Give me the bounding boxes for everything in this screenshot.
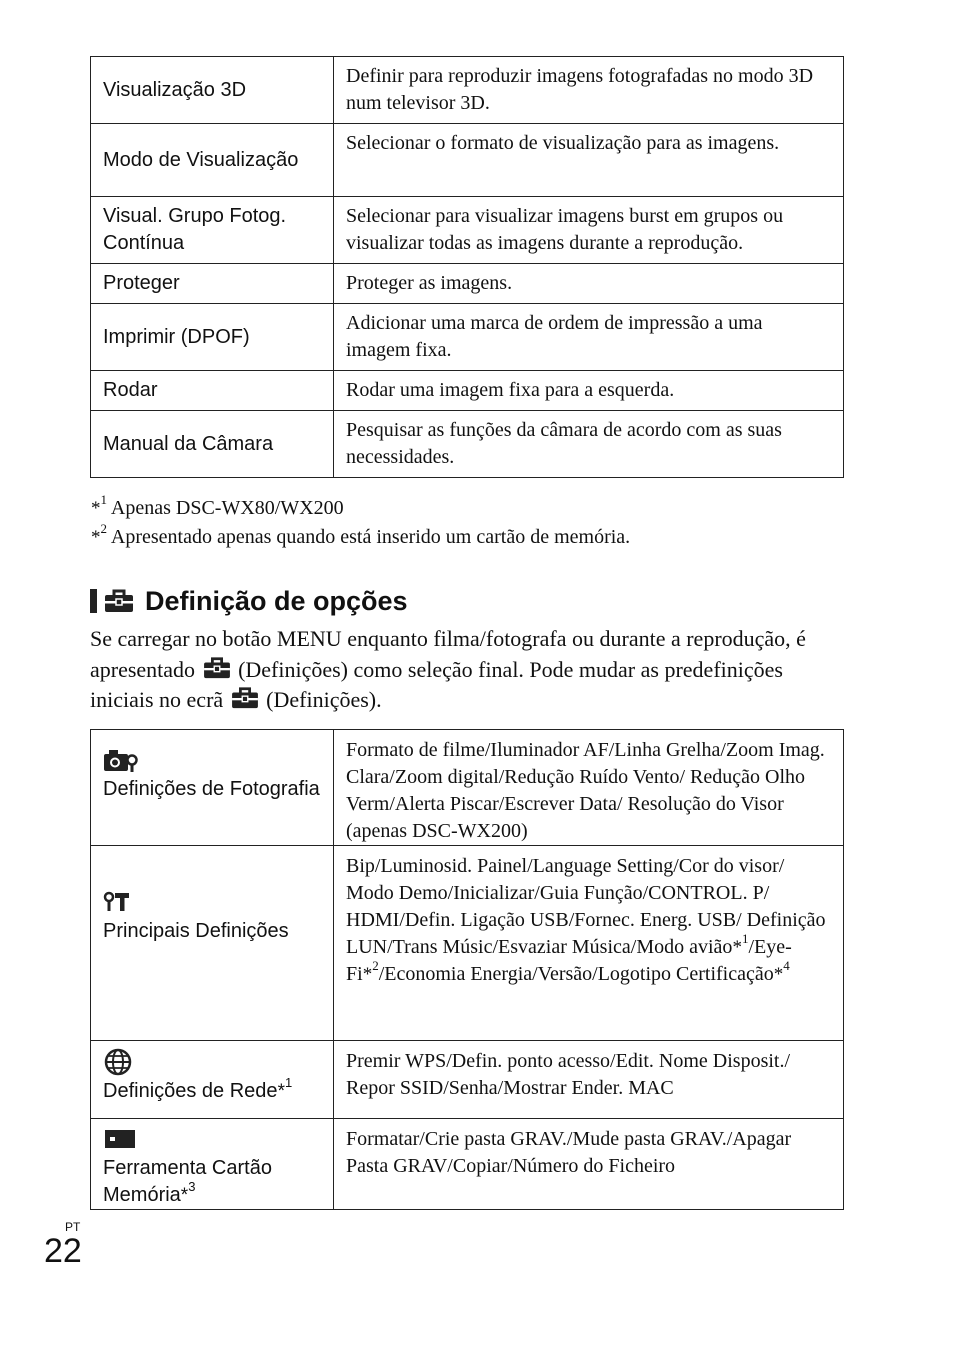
toolbox-icon: [201, 656, 233, 680]
table-row: [91, 57, 844, 124]
row-description: Selecionar para visualizar imagens burst em grupos ou visualizar todas as imagens durante a reprodução.: [334, 197, 844, 264]
footnote-mark: 1: [100, 492, 107, 508]
intro-paragraph: [90, 624, 850, 716]
table-row: [91, 371, 844, 411]
row-description: Proteger as imagens.: [334, 264, 844, 304]
footnote-text: Apresentado apenas quando está inserido um cartão de memória.: [110, 526, 631, 548]
row-label: Visual. Grupo Fotog. Contínua: [91, 197, 334, 264]
row-description: Adicionar uma marca de ordem de impressão a uma imagem fixa.: [334, 304, 844, 371]
page-number: 22: [44, 1232, 82, 1270]
footnote-text: Apenas DSC-WX80/WX200: [110, 497, 344, 519]
row-label-cell: Ferramenta Cartão Memória*$^3$: [91, 1119, 334, 1210]
table-row: [91, 1041, 844, 1119]
row-description: Definir para reproduzir imagens fotografadas no modo 3D num televisor 3D.: [334, 57, 844, 124]
row-label-cell: Definições de Rede*$^1$: [91, 1041, 334, 1119]
row-label-cell: [91, 846, 334, 1041]
globe-icon: [103, 1048, 321, 1076]
intro-text: (Definições).: [266, 687, 382, 712]
row-description: Rodar uma imagem fixa para a esquerda.: [334, 371, 844, 411]
row-label: Definições de Rede: [103, 1080, 278, 1102]
description-text: /Eye-Fi: [346, 936, 792, 985]
table-row: [91, 264, 844, 304]
table-row: [91, 197, 844, 264]
footnote-ref: 4: [783, 958, 790, 974]
row-description: Premir WPS/Defin. ponto acesso/Edit. Nome Disposit./ Repor SSID/Senha/Mostrar Ender. MAC: [334, 1041, 844, 1119]
row-label: Principais Definições: [103, 920, 289, 942]
table-row: [91, 730, 844, 846]
row-label: Definições de Fotografia: [103, 778, 320, 800]
footnotes: [91, 494, 630, 552]
description-text: /Economia Energia/Versão/Logotipo Certificação: [378, 963, 774, 985]
main-settings-icon: [103, 890, 321, 916]
row-description: Formatar/Crie pasta GRAV./Mude pasta GRAV./Apagar Pasta GRAV/Copiar/Número do Ficheiro: [334, 1119, 844, 1210]
section-heading: [90, 583, 408, 619]
row-description: Selecionar o formato de visualização para as imagens.: [334, 124, 844, 197]
row-label: Imprimir (DPOF): [91, 304, 334, 371]
heading-bar: [90, 589, 97, 613]
camera-settings-icon: [103, 748, 321, 774]
description-text: Bip/Luminosid. Painel/Language Setting/Cor do visor/ Modo Demo/Inicializar/Guia Função/CONTROL. P/ HDMI/Defin. Ligação USB/Fornec. Energ. USB/ Definição LUN/Trans Músic/Esvaziar Música/Modo avião: [346, 855, 826, 958]
row-description: Formato de filme/Iluminador AF/Linha Grelha/Zoom Imag. Clara/Zoom digital/Redução Ruído Vento/ Redução Olho Verm/Alerta Piscar/Escrever Data/ Resolução do Visor (apenas DSC-WX200): [334, 730, 844, 846]
memory-card-icon: [103, 1127, 321, 1153]
footnote-ref: 2: [372, 958, 379, 974]
row-label: Manual da Câmara: [91, 411, 334, 478]
settings-menu-table: [90, 729, 844, 1210]
footnote: *$^2$ Apresentado apenas quando está inserido um cartão de memória.: [91, 521, 631, 548]
intro-text: (Definições) como seleção final. Pode mudar as predefinições iniciais no ecrã: [90, 656, 783, 712]
intro-text: Se carregar no botão MENU enquanto filma/fotografa ou durante a reprodução, é apresentado: [90, 626, 806, 682]
footnote: *$^1$ Apenas DSC-WX80/WX200: [91, 492, 344, 519]
row-label: Modo de Visualização: [91, 124, 334, 197]
footnote-ref: 3: [188, 1179, 196, 1195]
table-row: [91, 124, 844, 197]
row-label: Visualização 3D: [91, 57, 334, 124]
playback-menu-table: [90, 56, 844, 478]
section-title: Definição de opções: [145, 585, 408, 616]
footnote-ref: 1: [741, 931, 749, 947]
row-label-cell: [91, 730, 334, 846]
row-description: Pesquisar as funções da câmara de acordo com as suas necessidades.: [334, 411, 844, 478]
row-label: Proteger: [91, 264, 334, 304]
toolbox-icon: [103, 588, 135, 614]
row-label: Rodar: [91, 371, 334, 411]
table-row: [91, 846, 844, 1041]
row-label: Ferramenta Cartão Memória: [103, 1157, 272, 1206]
page-language: PT: [65, 1220, 81, 1234]
table-row: [91, 1119, 844, 1210]
toolbox-icon: [229, 686, 261, 710]
footnote-mark: 2: [100, 521, 107, 537]
table-row: [91, 304, 844, 371]
row-description: Bip/Luminosid. Painel/Language Setting/Cor do visor/ Modo Demo/Inicializar/Guia Função/CONTROL. P/ HDMI/Defin. Ligação USB/Fornec. Energ. USB/ Definição LUN/Trans Músic/Esvaziar Música/Modo avião*$^1$/Eye-Fi*$^2$/Economia Energia/Versão/Logotipo Certificação*$^4$: [334, 846, 844, 1041]
table-row: [91, 411, 844, 478]
footnote-ref: 1: [284, 1075, 293, 1091]
